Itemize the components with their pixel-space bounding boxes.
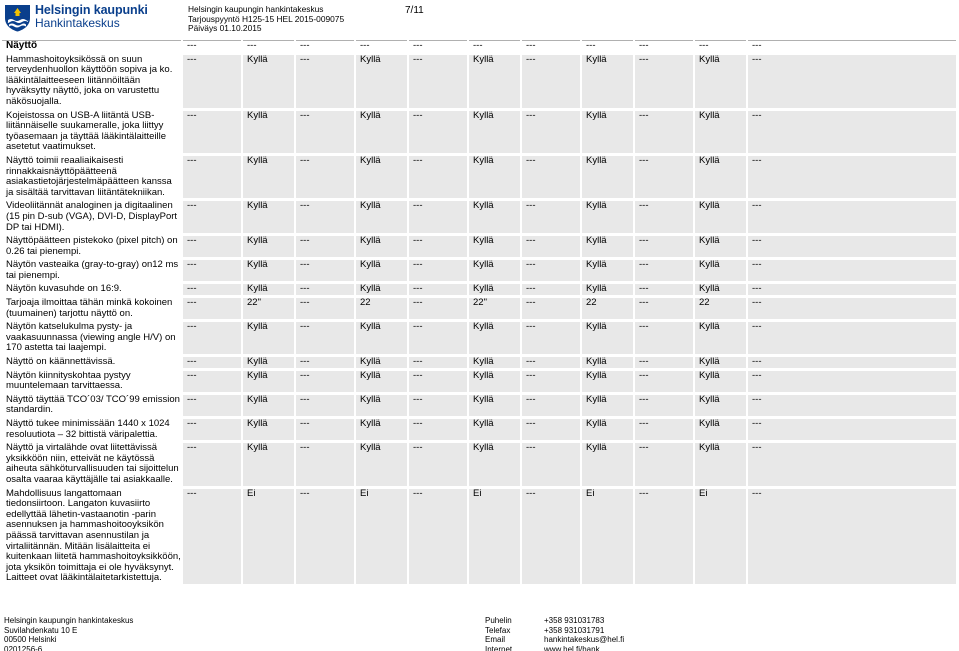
table-row [2, 443, 956, 485]
answer-cell: Kyllä [355, 55, 408, 108]
table-row [2, 236, 956, 257]
answer-cell: Kyllä [694, 55, 747, 108]
answer-cell: Kyllä [581, 236, 634, 257]
answer-cell: Kyllä [581, 419, 634, 440]
section-cell: --- [355, 41, 408, 52]
answer-cell: --- [295, 371, 355, 392]
answer-cell: --- [408, 260, 468, 281]
answer-cell: Kyllä [242, 419, 295, 440]
answer-cell: Kyllä [355, 443, 408, 485]
answer-cell: --- [408, 201, 468, 233]
answer-cell: --- [295, 111, 355, 153]
answer-cell: --- [521, 322, 581, 354]
footer-website[interactable]: www.hel.fi/hank [544, 644, 600, 651]
logo-city-name: Helsingin kaupunki [35, 3, 148, 17]
answer-cell: 22 [581, 298, 634, 319]
answer-cell: --- [747, 284, 956, 295]
answer-cell: Ei [355, 489, 408, 584]
answer-cell: --- [634, 284, 694, 295]
answer-cell: Kyllä [355, 371, 408, 392]
requirement-text: Näyttö toimii reaaliaikaisesti rinnakkaisnäyttöpäätteenä asiakastietojärjestelmäpäätteen kanssa ja sisältää tarvittavan liitäntätekniikan. [2, 156, 182, 198]
answer-cell: --- [634, 55, 694, 108]
answer-cell: --- [521, 111, 581, 153]
answer-cell: --- [182, 357, 242, 368]
answer-cell: Kyllä [355, 284, 408, 295]
answer-cell: --- [634, 322, 694, 354]
answer-cell: Kyllä [355, 156, 408, 198]
answer-cell: --- [182, 371, 242, 392]
answer-cell: Kyllä [694, 236, 747, 257]
answer-cell: --- [182, 284, 242, 295]
footer-phone: +358 931031783 [544, 616, 605, 625]
answer-cell: --- [634, 236, 694, 257]
footer-postal: 00500 Helsinki [4, 635, 57, 645]
table-row [2, 489, 956, 584]
answer-cell: Kyllä [468, 201, 521, 233]
footer-label-email: Email [485, 635, 506, 645]
requirement-text: Näytön katselukulma pysty- ja vaakasuunnassa (viewing angle H/V) on 170 astetta tai laajempi. [2, 322, 182, 354]
answer-cell: --- [295, 156, 355, 198]
answer-cell: --- [182, 55, 242, 108]
answer-cell: 22" [242, 298, 295, 319]
answer-cell: --- [295, 489, 355, 584]
answer-cell: --- [408, 284, 468, 295]
section-cell: --- [634, 41, 694, 52]
answer-cell: Kyllä [581, 260, 634, 281]
answer-cell: --- [634, 443, 694, 485]
table-row [2, 395, 956, 416]
answer-cell: Kyllä [355, 260, 408, 281]
table-row [2, 55, 956, 108]
table-row [2, 156, 956, 198]
answer-cell: --- [182, 298, 242, 319]
answer-cell: Kyllä [468, 55, 521, 108]
answer-cell: 22 [355, 298, 408, 319]
answer-cell: --- [295, 201, 355, 233]
answer-cell: --- [408, 357, 468, 368]
answer-cell: Kyllä [581, 55, 634, 108]
section-cell: --- [468, 41, 521, 52]
answer-cell: Kyllä [468, 322, 521, 354]
answer-cell: --- [634, 260, 694, 281]
answer-cell: Kyllä [242, 322, 295, 354]
answer-cell: Kyllä [242, 395, 295, 416]
answer-cell: --- [295, 419, 355, 440]
answer-cell: Kyllä [242, 156, 295, 198]
answer-cell: Kyllä [468, 111, 521, 153]
answer-cell: --- [182, 111, 242, 153]
answer-cell: --- [747, 298, 956, 319]
answer-cell: Kyllä [694, 371, 747, 392]
answer-cell: --- [295, 395, 355, 416]
answer-cell: --- [521, 357, 581, 368]
answer-cell: --- [747, 156, 956, 198]
answer-cell: Ei [694, 489, 747, 584]
answer-cell: --- [747, 201, 956, 233]
footer-organisation: Helsingin kaupungin hankintakeskus [4, 616, 134, 625]
answer-cell: --- [295, 260, 355, 281]
requirement-text: Näyttö ja virtalähde ovat liitettävissä yksikköön niin, etteivät ne käytössä aiheuta sähköturvallisuuden tai sijoittelun osalta vaaraa käyttäjälle tai asiakkaalle. [2, 443, 182, 485]
answer-cell: Kyllä [468, 371, 521, 392]
answer-cell: --- [747, 260, 956, 281]
answer-cell: Kyllä [242, 201, 295, 233]
answer-cell: Kyllä [694, 419, 747, 440]
table-row [2, 284, 956, 295]
answer-cell: --- [521, 443, 581, 485]
table-row [2, 298, 956, 319]
answer-cell: --- [182, 395, 242, 416]
answer-cell: --- [295, 443, 355, 485]
page-header [0, 0, 959, 40]
section-cell: --- [521, 41, 581, 52]
answer-cell: --- [182, 322, 242, 354]
answer-cell: Kyllä [242, 236, 295, 257]
answer-cell: Kyllä [242, 443, 295, 485]
answer-cell: --- [408, 419, 468, 440]
footer-email[interactable]: hankintakeskus@hel.fi [544, 635, 625, 645]
answer-cell: Kyllä [355, 322, 408, 354]
answer-cell: --- [408, 489, 468, 584]
answer-cell: --- [182, 443, 242, 485]
footer-label-internet: Internet [485, 644, 513, 651]
section-header-row [2, 41, 956, 52]
requirement-text: Näytön kiinnityskohtaa pystyy muuntelemaan tarvittaessa. [2, 371, 182, 392]
answer-cell: --- [634, 371, 694, 392]
answer-cell: --- [747, 236, 956, 257]
answer-cell: --- [521, 298, 581, 319]
answer-cell: --- [634, 298, 694, 319]
answer-cell: --- [408, 298, 468, 319]
answer-cell: --- [521, 260, 581, 281]
answer-cell: --- [295, 322, 355, 354]
answer-cell: --- [182, 260, 242, 281]
answer-cell: --- [634, 156, 694, 198]
section-cell: --- [581, 41, 634, 52]
answer-cell: Kyllä [468, 284, 521, 295]
table-row [2, 111, 956, 153]
answer-cell: Ei [242, 489, 295, 584]
answer-cell: Kyllä [581, 284, 634, 295]
requirements-table-body [2, 41, 956, 584]
answer-cell: --- [182, 156, 242, 198]
answer-cell: Kyllä [355, 111, 408, 153]
answer-cell: Kyllä [242, 284, 295, 295]
logo-wordmark [35, 4, 148, 30]
answer-cell: Kyllä [355, 201, 408, 233]
answer-cell: --- [747, 489, 956, 584]
answer-cell: Kyllä [468, 156, 521, 198]
table-row [2, 419, 956, 440]
answer-cell: --- [634, 201, 694, 233]
answer-cell: 22" [468, 298, 521, 319]
answer-cell: --- [408, 156, 468, 198]
answer-cell: --- [408, 371, 468, 392]
requirement-text: Hammashoitoyksikössä on suun terveydenhuollon käyttöön sopiva ja ko. lääkintälaitteeseen liitännöiltään hyväksytty näyttö, joka on varustettu näkösuojalla. [2, 55, 182, 108]
city-logo [4, 4, 148, 32]
answer-cell: Ei [468, 489, 521, 584]
answer-cell: Kyllä [581, 357, 634, 368]
footer-street: Suvilahdenkatu 10 E [4, 625, 78, 635]
answer-cell: --- [521, 395, 581, 416]
table-row [2, 201, 956, 233]
answer-cell: --- [408, 443, 468, 485]
section-cell: --- [694, 41, 747, 52]
table-row [2, 260, 956, 281]
answer-cell: Kyllä [694, 156, 747, 198]
answer-cell: Kyllä [581, 201, 634, 233]
answer-cell: --- [747, 357, 956, 368]
table-row [2, 322, 956, 354]
answer-cell: --- [182, 201, 242, 233]
answer-cell: Kyllä [242, 111, 295, 153]
section-cell: --- [295, 41, 355, 52]
answer-cell: Kyllä [242, 260, 295, 281]
answer-cell: Kyllä [581, 322, 634, 354]
meta-reference: Tarjouspyyntö H125-15 HEL 2015-009075 [188, 13, 345, 24]
footer-label-fax: Telefax [485, 625, 511, 635]
section-title: Näyttö [2, 41, 182, 52]
answer-cell: Kyllä [242, 357, 295, 368]
answer-cell: Kyllä [468, 395, 521, 416]
answer-cell: --- [408, 236, 468, 257]
answer-cell: --- [634, 111, 694, 153]
logo-unit-name: Hankintakeskus [35, 16, 120, 30]
requirements-table [2, 40, 956, 584]
answer-cell: Kyllä [694, 443, 747, 485]
answer-cell: --- [747, 322, 956, 354]
answer-cell: --- [295, 357, 355, 368]
answer-cell: Kyllä [581, 111, 634, 153]
answer-cell: Kyllä [581, 395, 634, 416]
section-cell: --- [182, 41, 242, 52]
footer-label-phone: Puhelin [485, 616, 512, 625]
requirement-text: Näyttöpäätteen pistekoko (pixel pitch) on 0.26 tai pienempi. [2, 236, 182, 257]
footer-contact-values [544, 616, 624, 651]
answer-cell: --- [521, 284, 581, 295]
helsinki-crest-icon [4, 4, 31, 32]
answer-cell: Kyllä [694, 111, 747, 153]
footer-business-id: 0201256-6 [4, 644, 43, 651]
answer-cell: Kyllä [581, 156, 634, 198]
answer-cell: --- [408, 55, 468, 108]
answer-cell: --- [747, 371, 956, 392]
answer-cell: --- [634, 357, 694, 368]
requirement-text: Mahdollisuus langattomaan tiedonsiirtoon. Langaton kuvasiirto edellyttää lähetin-vastaanotin -parin asennuksen ja hammashoitooyksikön päässä tarvittavan asennustilan ja virtaliitännän. Mitään lisälaitteita ei kuitenkaan liitetä hammashoitoyksikköön, jota yksikön toimittaja ei ole hyväksynyt. Laitteet ovat lääkintälaitetarkistettuja. [2, 489, 182, 584]
footer-contact-labels [485, 616, 512, 651]
answer-cell: --- [182, 236, 242, 257]
answer-cell: --- [747, 111, 956, 153]
answer-cell: --- [408, 111, 468, 153]
requirement-text: Näyttö on käännettävissä. [2, 357, 182, 368]
answer-cell: Kyllä [242, 55, 295, 108]
answer-cell: Kyllä [242, 371, 295, 392]
answer-cell: --- [295, 284, 355, 295]
answer-cell: --- [521, 236, 581, 257]
answer-cell: Kyllä [468, 443, 521, 485]
table-row [2, 371, 956, 392]
answer-cell: Kyllä [694, 395, 747, 416]
requirement-text: Kojeistossa on USB-A liitäntä USB-liitännäiselle suukameralle, joka liittyy työasemaan ja täyttää lääkintälaitteille asetetut vaatimukset. [2, 111, 182, 153]
answer-cell: Kyllä [468, 260, 521, 281]
answer-cell: Kyllä [355, 357, 408, 368]
footer-address [4, 616, 133, 651]
answer-cell: Kyllä [694, 260, 747, 281]
answer-cell: --- [634, 395, 694, 416]
answer-cell: --- [295, 298, 355, 319]
answer-cell: Kyllä [581, 443, 634, 485]
answer-cell: --- [521, 419, 581, 440]
answer-cell: Kyllä [468, 419, 521, 440]
answer-cell: Kyllä [694, 201, 747, 233]
answer-cell: Kyllä [355, 236, 408, 257]
answer-cell: --- [182, 489, 242, 584]
page-number: 7/11 [405, 5, 424, 16]
answer-cell: Kyllä [694, 357, 747, 368]
answer-cell: --- [408, 395, 468, 416]
section-cell: --- [747, 41, 956, 52]
answer-cell: --- [521, 156, 581, 198]
answer-cell: Ei [581, 489, 634, 584]
answer-cell: --- [295, 55, 355, 108]
section-cell: --- [242, 41, 295, 52]
footer-fax: +358 931031791 [544, 625, 605, 635]
requirement-text: Videoliitännät analoginen ja digitaalinen (15 pin D-sub (VGA), DVI-D, DisplayPort DP tai HDMI). [2, 201, 182, 233]
answer-cell: Kyllä [468, 357, 521, 368]
answer-cell: --- [634, 489, 694, 584]
answer-cell: Kyllä [694, 322, 747, 354]
answer-cell: Kyllä [355, 395, 408, 416]
meta-organisation: Helsingin kaupungin hankintakeskus [188, 4, 324, 14]
requirement-text: Näytön vasteaika (gray-to-gray) on12 ms tai pienempi. [2, 260, 182, 281]
answer-cell: 22 [694, 298, 747, 319]
answer-cell: --- [521, 55, 581, 108]
answer-cell: --- [182, 419, 242, 440]
meta-date: Päiväys 01.10.2015 [188, 23, 262, 34]
section-cell: --- [408, 41, 468, 52]
requirement-text: Näytön kuvasuhde on 16:9. [2, 284, 182, 295]
answer-cell: --- [521, 371, 581, 392]
answer-cell: --- [634, 419, 694, 440]
requirement-text: Näyttö täyttää TCO´03/ TCO´99 emission standardin. [2, 395, 182, 416]
answer-cell: --- [521, 489, 581, 584]
answer-cell: Kyllä [468, 236, 521, 257]
answer-cell: --- [747, 395, 956, 416]
answer-cell: --- [408, 322, 468, 354]
answer-cell: Kyllä [694, 284, 747, 295]
answer-cell: Kyllä [581, 371, 634, 392]
table-row [2, 357, 956, 368]
answer-cell: --- [295, 236, 355, 257]
answer-cell: --- [747, 419, 956, 440]
document-meta [188, 5, 344, 34]
answer-cell: --- [521, 201, 581, 233]
requirement-text: Näyttö tukee minimissään 1440 x 1024 resoluutiota – 32 bittistä väripalettia. [2, 419, 182, 440]
requirement-text: Tarjoaja ilmoittaa tähän minkä kokoinen (tuumainen) tarjottu näyttö on. [2, 298, 182, 319]
answer-cell: --- [747, 443, 956, 485]
answer-cell: --- [747, 55, 956, 108]
answer-cell: Kyllä [355, 419, 408, 440]
